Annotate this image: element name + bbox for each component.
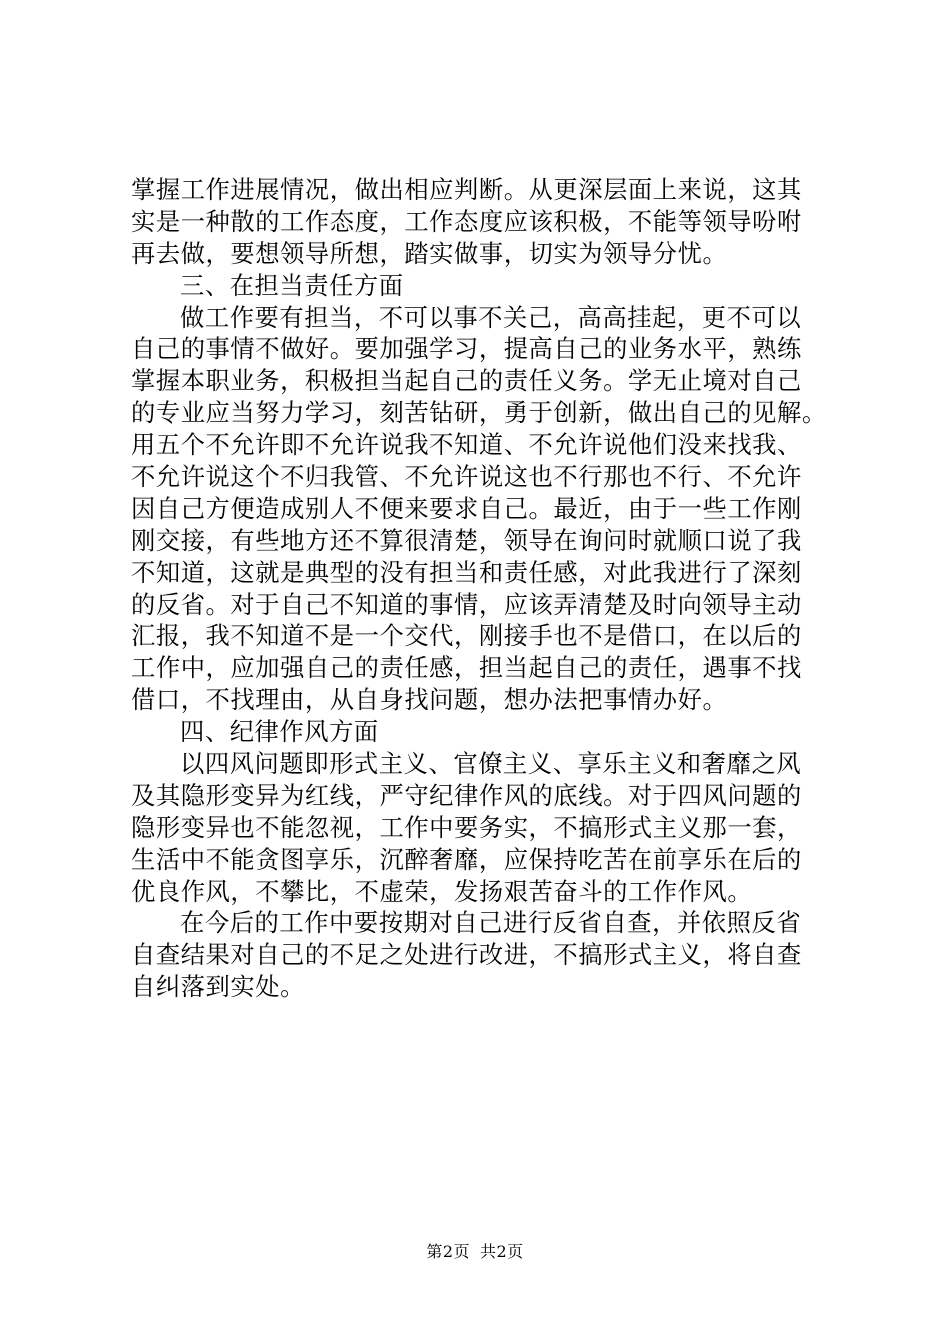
text-line: 不知道，这就是典型的没有担当和责任感，对此我进行了深刻 [131, 557, 802, 587]
text-line: 的专业应当努力学习，刻苦钻研，勇于创新，做出自己的见解。 [131, 398, 827, 428]
text-line: 三、在担当责任方面 [180, 270, 404, 300]
text-line: 优良作风，不攀比，不虚荣，发扬艰苦奋斗的工作作风。 [131, 876, 753, 906]
text-line: 实是一种散的工作态度，工作态度应该积极，不能等领导吩咐 [131, 206, 802, 236]
text-line: 四、纪律作风方面 [180, 717, 379, 747]
text-line: 自己的事情不做好。要加强学习，提高自己的业务水平，熟练 [131, 334, 802, 364]
page-total: 共2页 [480, 1242, 524, 1261]
text-line: 在今后的工作中要按期对自己进行反省自查，并依照反省 [180, 908, 802, 938]
text-line: 再去做，要想领导所想，踏实做事，切实为领导分忧。 [131, 238, 728, 268]
text-line: 生活中不能贪图享乐，沉醉奢靡，应保持吃苦在前享乐在后的 [131, 844, 802, 874]
page-number: 第2页 [426, 1242, 470, 1261]
text-line: 不允许说这个不归我管、不允许说这也不行那也不行、不允许 [131, 462, 802, 492]
text-line: 工作中，应加强自己的责任感，担当起自己的责任，遇事不找 [131, 653, 802, 683]
text-line: 及其隐形变异为红线，严守纪律作风的底线。对于四风问题的 [131, 780, 802, 810]
text-line: 刚交接，有些地方还不算很清楚，领导在询问时就顺口说了我 [131, 525, 802, 555]
text-line: 因自己方便造成别人不便来要求自己。最近，由于一些工作刚 [131, 493, 802, 523]
text-line: 的反省。对于自己不知道的事情，应该弄清楚及时向领导主动 [131, 589, 802, 619]
text-line: 借口，不找理由，从自身找问题，想办法把事情办好。 [131, 685, 728, 715]
text-line: 自查结果对自己的不足之处进行改进，不搞形式主义，将自查 [131, 940, 802, 970]
text-line: 自纠落到实处。 [131, 972, 305, 1002]
document-body [131, 174, 841, 1003]
text-line: 做工作要有担当，不可以事不关己，高高挂起，更不可以 [180, 302, 802, 332]
text-line: 以四风问题即形式主义、官僚主义、享乐主义和奢靡之风 [180, 749, 802, 779]
text-line: 汇报，我不知道不是一个交代，刚接手也不是借口，在以后的 [131, 621, 802, 651]
text-line: 隐形变异也不能忽视，工作中要务实，不搞形式主义那一套， [131, 812, 802, 842]
text-line: 掌握本职业务，积极担当起自己的责任义务。学无止境对自己 [131, 366, 802, 396]
text-line: 掌握工作进展情况，做出相应判断。从更深层面上来说，这其 [131, 175, 802, 204]
text-line: 用五个不允许即不允许说我不知道、不允许说他们没来找我、 [131, 430, 802, 460]
page-footer [0, 1242, 950, 1262]
